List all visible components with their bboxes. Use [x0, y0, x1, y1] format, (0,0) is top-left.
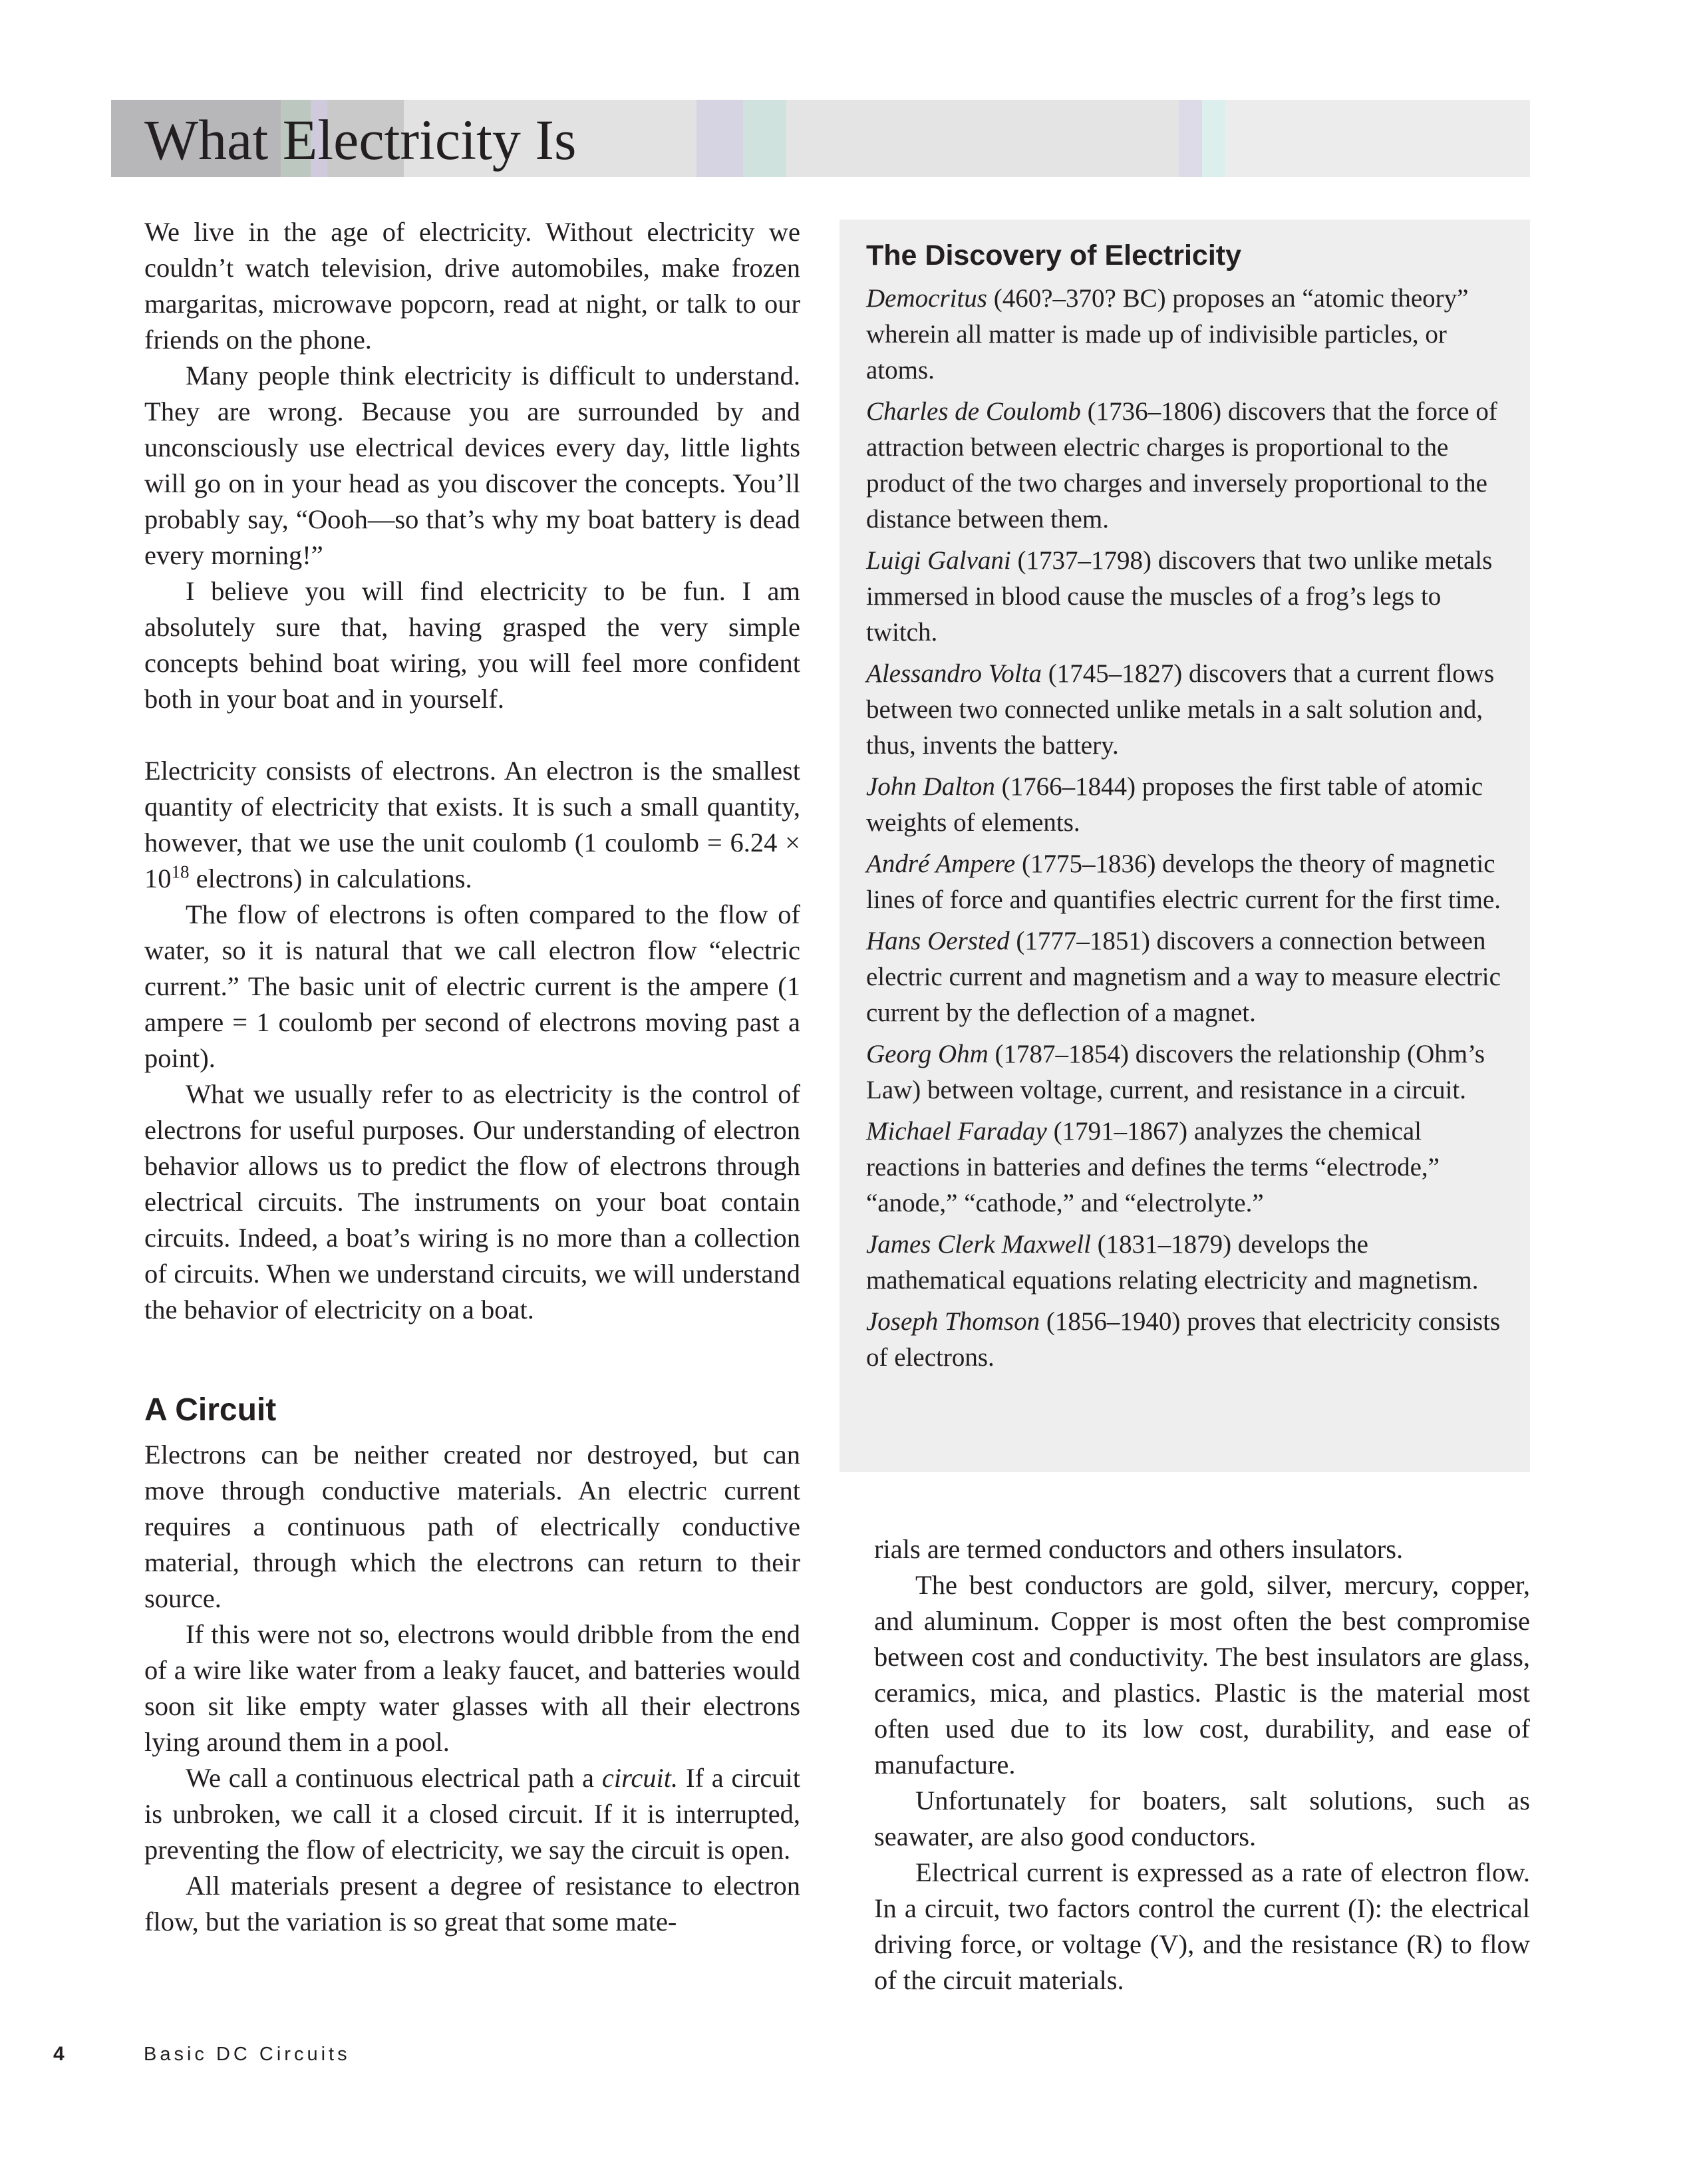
continued-paragraph-4: Electrical current is expressed as a rate of electron flow. In a circuit, two factors control the current (I): the electrical driving force, or voltage (V), and the resistance (R) to flow of the circuit materials. [874, 1857, 1530, 1995]
scientist-name: John Dalton [866, 772, 995, 801]
discovery-text: (1736–1806) discovers that the force of attraction between electric charges is proportional to the product of the two charges and inversely proportional to the distance between them. [866, 397, 1497, 534]
sidebar-entry-list [866, 281, 1503, 1376]
discovery-text: (1775–1836) develops the theory of magnetic lines of force and quantifies electric current for the first time. [866, 850, 1501, 914]
title-band [111, 100, 1530, 177]
scientist-name: James Clerk Maxwell [866, 1230, 1091, 1259]
scientist-name: Michael Faraday [866, 1117, 1047, 1146]
discovery-text: (1831–1879) develops the mathematical equations relating electricity and magnetism. [866, 1230, 1479, 1295]
scientist-name: Luigi Galvani [866, 546, 1011, 575]
sidebar-entry [866, 923, 1503, 1031]
running-title: Basic DC Circuits [144, 2044, 351, 2065]
continued-paragraph-3: Unfortunately for boaters, salt solutions, such as seawater, are also good conductors. [874, 1786, 1530, 1851]
intro-paragraph-1: We live in the age of electricity. Without electricity we couldn’t watch television, drive automobiles, make frozen margaritas, microwave popcorn, read at night, or talk to our friends on the phone. [144, 217, 800, 355]
discovery-sidebar [840, 220, 1530, 1472]
sidebar-entry [866, 656, 1503, 764]
page-title: What Electricity Is [144, 108, 577, 172]
sidebar-entry [866, 394, 1503, 538]
scientist-name: Alessandro Volta [866, 659, 1042, 688]
intro-paragraph-3: I believe you will find electricity to be fun. I am absolutely sure that, having grasped the very simple concepts behind boat wiring, you will feel more confident both in your boat and in yourself. [144, 576, 800, 714]
sidebar-heading: The Discovery of Electricity [866, 239, 1241, 271]
discovery-text: (460?–370? BC) proposes an “atomic theory” wherein all matter is made up of indivisible particles, or atoms. [866, 284, 1469, 385]
discovery-text: (1856–1940) proves that electricity consists of electrons. [866, 1307, 1501, 1372]
page-number: 4 [53, 2043, 65, 2065]
scientist-name: Democritus [866, 284, 987, 313]
circuit-paragraph-3 [144, 1760, 800, 1868]
circuit-paragraph-4: All materials present a degree of resistance to electron flow, but the variation is so great that some mate- [144, 1871, 800, 1937]
circuit-text-before: We call a continuous electrical path a [186, 1763, 602, 1793]
sidebar-entry [866, 1304, 1503, 1376]
right-column [874, 1531, 1530, 1998]
circuit-paragraph-2: If this were not so, electrons would dribble from the end of a wire like water from a leaky faucet, and batteries would soon sit like empty water glasses with all their electrons lying around them in a pool. [144, 1619, 800, 1757]
left-column [144, 214, 800, 1940]
sidebar-entry [866, 769, 1503, 841]
sidebar-entry [866, 1227, 1503, 1299]
continued-paragraph-2: The best conductors are gold, silver, mercury, copper, and aluminum. Copper is most often the best compromise between cost and conductivity. The best insulators are glass, ceramics, mica, and plastics. Plastic is the material most often used due to its low cost, durability, and ease of manufacture. [874, 1570, 1530, 1780]
sidebar-entry [866, 846, 1503, 918]
electrons-paragraph-3: What we usually refer to as electricity is the control of electrons for useful purposes. Our understanding of electron behavior allows us to predict the flow of electrons through electrical circuits. The instruments on your boat contain circuits. Indeed, a boat’s wiring is no more than a collection of circuits. When we understand circuits, we will understand the behavior of electricity on a boat. [144, 1079, 800, 1325]
scientist-name: Hans Oersted [866, 927, 1010, 955]
discovery-text: (1745–1827) discovers that a current flows between two connected unlike metals in a salt solution and, thus, invents the battery. [866, 659, 1495, 760]
scientist-name: Georg Ohm [866, 1040, 989, 1068]
sidebar-entry [866, 543, 1503, 651]
electrons-paragraph-2: The flow of electrons is often compared to the flow of water, so it is natural that we call electron flow “electric current.” The basic unit of electric current is the ampere (1 ampere = 1 coulomb per second of electrons moving past a point). [144, 899, 800, 1073]
sidebar-entry [866, 281, 1503, 389]
continued-paragraph-1: rials are termed conductors and others insulators. [874, 1534, 1404, 1564]
sidebar-entry [866, 1036, 1503, 1108]
discovery-text: (1791–1867) analyzes the chemical reactions in batteries and defines the terms “electrode,” “anode,” “cathode,” and “electrolyte.” [866, 1117, 1440, 1217]
scientist-name: Joseph Thomson [866, 1307, 1040, 1336]
sidebar-entry [866, 1114, 1503, 1221]
electrons-text-before: Electricity consists of electrons. An electron is the smallest quantity of electricity that exists. It is such a small quantity, however, that we use the unit coulomb (1 coulomb = 6.24 × 10 [144, 756, 800, 893]
electrons-text-after: electrons) in calculations. [189, 863, 472, 893]
electrons-paragraph-1 [144, 753, 800, 897]
circuit-text-after: If a circuit is unbroken, we call it a closed circuit. If it is interrupted, preventing the flow of electricity, we say the circuit is open. [144, 1763, 800, 1865]
scientist-name: André Ampere [866, 850, 1016, 878]
discovery-text: (1737–1798) discovers that two unlike metals immersed in blood cause the muscles of a frog’s legs to twitch. [866, 546, 1493, 647]
discovery-text: (1766–1844) proposes the first table of atomic weights of elements. [866, 772, 1483, 837]
discovery-text: (1787–1854) discovers the relationship (Ohm’s Law) between voltage, current, and resistance in a circuit. [866, 1040, 1485, 1104]
circuit-paragraph-1: Electrons can be neither created nor destroyed, but can move through conductive materials. An electric current requires a continuous path of electrically conductive material, through which the electrons can return to their source. [144, 1440, 800, 1613]
scientist-name: Charles de Coulomb [866, 397, 1081, 426]
circuit-heading: A Circuit [144, 1392, 277, 1428]
circuit-term: circuit. [601, 1763, 679, 1793]
coulomb-exponent: 18 [171, 861, 190, 882]
discovery-text: (1777–1851) discovers a connection between electric current and magnetism and a way to measure electric current by the deflection of a magnet. [866, 927, 1501, 1027]
intro-paragraph-2: Many people think electricity is difficult to understand. They are wrong. Because you are surrounded by and unconsciously use electrical devices every day, little lights will go on in your head as you discover the concepts. You’ll probably say, “Oooh—so that’s why my boat battery is dead every morning!” [144, 361, 800, 570]
